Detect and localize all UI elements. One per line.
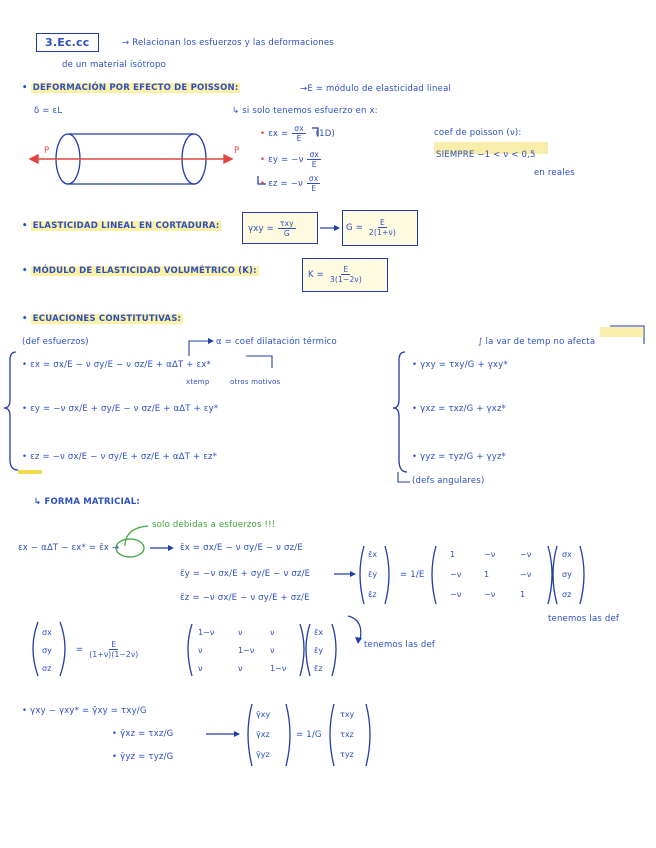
- m-3-3: 1: [520, 590, 526, 599]
- matrix-title: ↳ FORMA MATRICIAL:: [34, 497, 140, 507]
- angular-note: (defs angulares): [412, 476, 485, 486]
- intro-text: → Relacionan los esfuerzos y las deformaciones: [122, 38, 334, 48]
- bulk-title: • MÓDULO DE ELASTICIDAD VOLUMÉTRICO (K):: [22, 266, 257, 276]
- intro-text-2: de un material isótropo: [62, 60, 167, 70]
- poisson-coef-label: coef de poisson (ν):: [434, 128, 522, 138]
- m2-1-1: 1−ν: [198, 628, 215, 637]
- poisson-eq-x: • εx = $\frac{\sigma x}{E}$ (1D): [260, 124, 335, 143]
- vector-s2-1: σx: [42, 628, 52, 637]
- matrix-row-2: ε̄y = −ν σx/E + σy/E − ν σz/E: [180, 569, 311, 579]
- strains-note-1: tenemos las def: [548, 614, 620, 624]
- force-label-right: P: [234, 146, 240, 156]
- constitutive-gxz: • γxz = τxz/G + γxz*: [412, 404, 507, 414]
- poisson-range: SIEMPRE −1 < ν < 0,5: [436, 150, 536, 160]
- shear-modulus-eq: G = $\frac{E}{2(1+\nu)}$: [346, 218, 396, 237]
- vector-e-2: ε̄y: [368, 570, 378, 579]
- vector-s-3: σz: [562, 590, 572, 599]
- load-note: ↳ si solo tenemos esfuerzo en x:: [232, 106, 378, 116]
- vector-e2-1: ε̄x: [314, 628, 324, 637]
- vector-s2-2: σy: [42, 646, 52, 655]
- vector-e-1: ε̄x: [368, 550, 378, 559]
- poisson-eq-z: • εz = −ν $\frac{\sigma x}{E}$: [260, 174, 319, 193]
- m2-1-2: ν: [238, 628, 243, 637]
- stiffness-factor: = $\frac{E}{(1+\nu)(1-2\nu)}$: [76, 640, 139, 659]
- poisson-real-note: en reales: [534, 168, 575, 178]
- m-3-1: −ν: [450, 590, 462, 599]
- force-arrows: [30, 155, 232, 163]
- m2-3-1: ν: [198, 664, 203, 673]
- bulk-eq: K = $\frac{E}{3(1-2\nu)}$: [308, 265, 362, 284]
- poisson-title: • DEFORMACIÓN POR EFECTO DE POISSON:: [22, 83, 239, 93]
- poisson-eq-y: • εy = −ν $\frac{\sigma x}{E}$: [260, 150, 320, 169]
- m-1-1: 1: [450, 550, 456, 559]
- m2-2-1: ν: [198, 646, 203, 655]
- constitutive-note: (def esfuerzos): [22, 337, 89, 347]
- shear-line-3: • γ̄yz = τyz/G: [112, 752, 174, 762]
- vector-t-2: τxz: [340, 730, 354, 739]
- section-tag: 3.Ec.cc: [36, 33, 99, 52]
- vector-e-3: ε̄z: [368, 590, 377, 599]
- shear-title: • ELASTICIDAD LINEAL EN CORTADURA:: [22, 221, 220, 231]
- force-label-left: P: [44, 146, 50, 156]
- vector-t-3: τyz: [340, 750, 354, 759]
- poisson-title-text: DEFORMACIÓN POR EFECTO DE POISSON:: [32, 83, 239, 93]
- vector-s-1: σx: [562, 550, 572, 559]
- constitutive-brace-right: [393, 352, 407, 472]
- vector-g-3: γ̄yz: [256, 750, 270, 759]
- matrix-row-3: ε̄z = −ν σx/E − ν σy/E + σz/E: [180, 593, 310, 603]
- vector-t-1: τxy: [340, 710, 355, 719]
- modulus-note: →E = módulo de elasticidad lineal: [300, 84, 452, 94]
- constitutive-title: • ECUACIONES CONSTITUTIVAS:: [22, 314, 182, 324]
- bulk-title-text: MÓDULO DE ELASTICIDAD VOLUMÉTRICO (K):: [32, 266, 257, 276]
- constitutive-title-text: ECUACIONES CONSTITUTIVAS:: [32, 314, 182, 324]
- constitutive-ez: • εz = −ν σx/E − ν σy/E + σz/E + αΔT + εz*: [22, 452, 218, 462]
- vector-e2-3: ε̄z: [314, 664, 323, 673]
- vector-s2-3: σz: [42, 664, 52, 673]
- constitutive-gyz: • γyz = τyz/G + γyz*: [412, 452, 507, 462]
- shear-line-1: • γxy − γxy* = γ̄xy = τxy/G: [22, 706, 147, 716]
- strains-note-2: tenemos las def: [364, 640, 436, 650]
- alpha-note: α = coef dilatación térmico: [216, 337, 337, 347]
- shear-title-text: ELASTICIDAD LINEAL EN CORTADURA:: [32, 221, 220, 231]
- strain-chain: εx − αΔT − εx* = ε̄x →: [18, 543, 120, 553]
- constitutive-ex: • εx = σx/E − ν σy/E − ν σz/E + αΔT + εx*: [22, 360, 211, 370]
- m-1-2: −ν: [484, 550, 496, 559]
- constitutive-ey: • εy = −ν σx/E + σy/E − ν σz/E + αΔT + εy*: [22, 404, 219, 414]
- shear-line-2: • γ̄xz = τxz/G: [112, 729, 174, 739]
- m-2-3: −ν: [520, 570, 532, 579]
- m2-1-3: ν: [270, 628, 275, 637]
- m2-3-3: 1−ν: [270, 664, 287, 673]
- vector-e2-2: ε̄y: [314, 646, 324, 655]
- m-1-3: −ν: [520, 550, 532, 559]
- m2-2-2: 1−ν: [238, 646, 255, 655]
- other-reasons-label: otros motivos: [230, 378, 281, 386]
- constitutive-gxy: • γxy = τxy/G + γxy*: [412, 360, 508, 370]
- matrix-row-1: ε̄x = σx/E − ν σy/E − ν σz/E: [180, 543, 303, 553]
- compliance-factor: = 1/E: [400, 570, 425, 580]
- constitutive-brace-left: [4, 352, 18, 470]
- m-2-2: 1: [484, 570, 490, 579]
- vector-s-2: σy: [562, 570, 572, 579]
- delta-eq: δ = εL: [34, 106, 63, 116]
- thermal-label: xtemp: [186, 378, 210, 386]
- vector-g-2: γ̄xz: [256, 730, 270, 739]
- shear-eq: γxy = $\frac{\text{τxy}}{G}$: [248, 219, 294, 238]
- m2-3-2: ν: [238, 664, 243, 673]
- temperature-note: ∫ la var de temp no afecta: [478, 337, 596, 347]
- stress-only-note: solo debidas a esfuerzos !!!: [152, 520, 276, 530]
- m-3-2: −ν: [484, 590, 496, 599]
- vector-g-1: γ̄xy: [256, 710, 271, 719]
- m2-2-3: ν: [270, 646, 275, 655]
- m-2-1: −ν: [450, 570, 462, 579]
- shear-factor: = 1/G: [296, 730, 322, 740]
